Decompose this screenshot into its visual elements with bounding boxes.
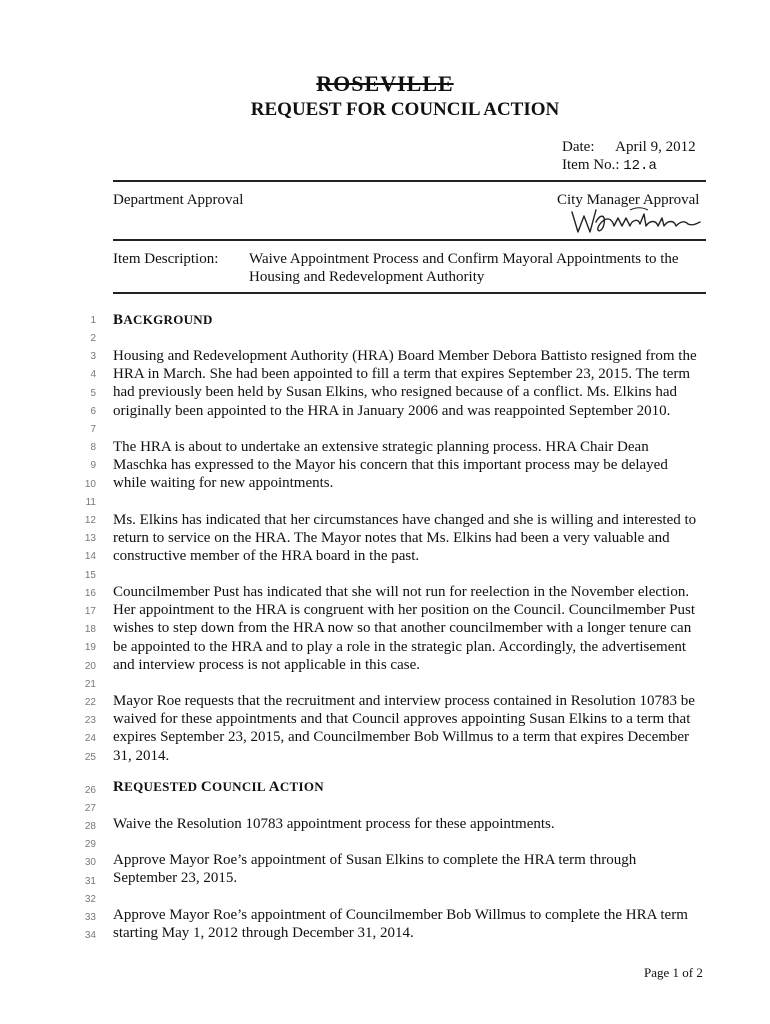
date-row [562, 137, 696, 157]
divider [113, 180, 706, 182]
department-approval: Department Approval [113, 192, 244, 208]
line-number: 9 [90, 460, 96, 471]
line-number: 29 [84, 839, 96, 850]
paragraph: Mayor Roe requests that the recruitment and interview process contained in Resolution 10783 be waived for these appointments and that Council approves appointing Susan Elkins to a term that expires September 23, 2015, and Councilmember Bob Willmus to a term that expires December 31, 2014. [113, 693, 695, 764]
line-number: 32 [84, 894, 96, 905]
line-number: 23 [84, 715, 96, 726]
city-logo [0, 72, 770, 96]
page-title: REQUEST FOR COUNCIL ACTION [250, 99, 560, 120]
line-number: 1 [90, 315, 96, 326]
line-number: 13 [84, 533, 96, 544]
line-number: 12 [84, 515, 96, 526]
line-number: 22 [84, 697, 96, 708]
date-label: Date: [562, 139, 595, 155]
action-item: Waive the Resolution 10783 appointment process for these appointments. [113, 816, 555, 832]
item-description-label: Item Description: [113, 251, 219, 267]
action-item: Approve Mayor Roe’s appointment of Susan Elkins to complete the HRA term through September 23, 2015. [113, 852, 637, 887]
line-number: 7 [90, 424, 96, 435]
line-number: 10 [84, 479, 96, 490]
logo-text: ROSEVILLE [316, 71, 454, 96]
section-heading-requested-action: REQUESTED COUNCIL ACTION [113, 779, 324, 795]
line-number: 24 [84, 733, 96, 744]
line-number: 17 [84, 606, 96, 617]
line-number: 18 [84, 624, 96, 635]
line-number: 4 [90, 369, 96, 380]
line-number: 21 [84, 679, 96, 690]
item-value: 12.a [623, 158, 657, 174]
item-label: Item No.: [562, 157, 620, 173]
line-number: 3 [90, 351, 96, 362]
item-description-line: Housing and Redevelopment Authority [249, 269, 485, 285]
line-number: 5 [90, 388, 96, 399]
item-number-row [562, 155, 657, 176]
line-number: 31 [84, 876, 96, 887]
line-number: 27 [84, 803, 96, 814]
paragraph: The HRA is about to undertake an extensive strategic planning process. HRA Chair Dean Maschka has expressed to the Mayor his concern that this important process may be delayed while waiting for new appointments. [113, 439, 668, 492]
line-number: 11 [85, 497, 96, 508]
section-heading-background: BACKGROUND [113, 312, 213, 328]
line-number: 20 [84, 661, 96, 672]
line-number: 26 [84, 785, 96, 796]
item-description-line: Waive Appointment Process and Confirm Mayoral Appointments to the [249, 251, 679, 267]
divider [113, 292, 706, 294]
divider [113, 239, 706, 241]
line-number: 33 [84, 912, 96, 923]
signature [566, 204, 706, 238]
line-number: 19 [84, 642, 96, 653]
line-number: 28 [84, 821, 96, 832]
page-number: Page 1 of 2 [644, 965, 703, 980]
date-value: April 9, 2012 [615, 139, 696, 155]
line-number: 8 [90, 442, 96, 453]
line-number: 14 [84, 551, 96, 562]
paragraph: Councilmember Pust has indicated that she will not run for reelection in the November election. Her appointment to the HRA is congruent with her position on the Council. Councilmember Pust wishes to step down from the HRA now so that another councilmember with a longer tenure can be appointed to the HRA and to play a role in the strategic plan. Accordingly, the advertisement and interview process is not applicable in this case. [113, 584, 696, 673]
line-number: 15 [84, 570, 96, 581]
line-number: 2 [90, 333, 96, 344]
line-number: 34 [84, 930, 96, 941]
action-item: Approve Mayor Roe’s appointment of Councilmember Bob Willmus to complete the HRA term starting May 1, 2012 through December 31, 2014. [113, 907, 688, 942]
city-manager-approval: City Manager Approval [557, 192, 700, 208]
line-number: 16 [84, 588, 96, 599]
paragraph: Housing and Redevelopment Authority (HRA) Board Member Debora Battisto resigned from the HRA in March. She had been appointed to fill a term that expires September 23, 2015. The term had previously been held by Susan Elkins, who resigned because of a conflict. Ms. Elkins had originally been appointed to the HRA in January 2006 and was reappointed September 2010. [113, 348, 697, 419]
line-number: 30 [84, 857, 96, 868]
paragraph: Ms. Elkins has indicated that her circumstances have changed and she is willing and interested to return to service on the HRA. The Mayor notes that Ms. Elkins had been a very valuable and constructive member of the HRA board in the past. [113, 512, 697, 565]
line-number: 25 [84, 752, 96, 763]
line-number: 6 [90, 406, 96, 417]
